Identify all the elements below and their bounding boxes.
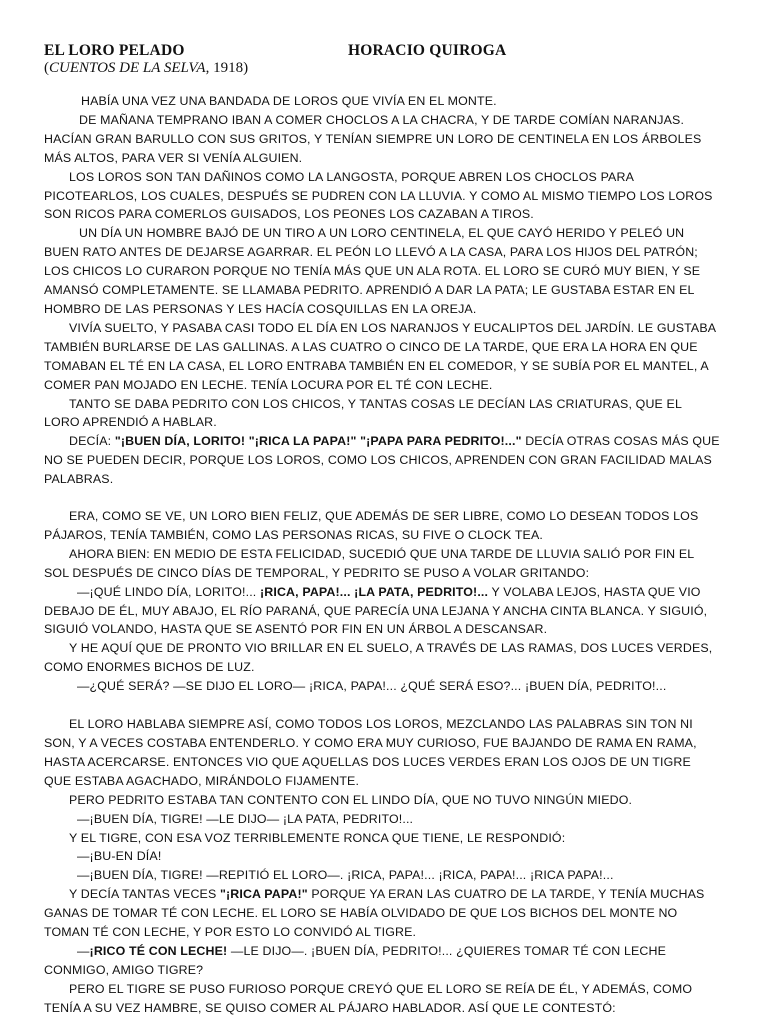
paragraph-text: — [77, 943, 90, 958]
story-body [44, 92, 720, 1018]
paragraph-text: DECÍA: [69, 434, 115, 449]
paragraph: —¿QUÉ SERÁ? —SE DIJO EL LORO— ¡RICA, PAPA!... ¿QUÉ SERÁ ESO?... ¡BUEN DÍA, PEDRITO!... [77, 679, 667, 694]
paragraph: AHORA BIEN: EN MEDIO DE ESTA FELICIDAD, SUCEDIÓ QUE UNA TARDE DE LLUVIA SALIÓ POR FIN EL SOL DESPUÉS DE CINCO DÍAS DE TEMPORAL, Y PEDRITO SE PUSO A VOLAR GRITANDO: [44, 546, 694, 580]
paragraph: PERO PEDRITO ESTABA TAN CONTENTO CON EL LINDO DÍA, QUE NO TUVO NINGÚN MIEDO. [69, 792, 633, 807]
paragraph: ERA, COMO SE VE, UN LORO BIEN FELIZ, QUE ADEMÁS DE SER LIBRE, COMO LO DESEAN TODOS LOS PÁJAROS, TENÍA TAMBIÉN, COMO LAS PERSONAS RICAS, SU FIVE O CLOCK TEA. [44, 509, 699, 542]
paragraph: VIVÍA SUELTO, Y PASABA CASI TODO EL DÍA EN LOS NARANJOS Y EUCALIPTOS DEL JARDÍN. LE GUSTABA TAMBIÉN BURLARSE DE LAS GALLINAS. A LAS CUATRO O CINCO DE LA TARDE, QUE ERA LA HORA EN QUE TOMABAN EL TÉ EN LA CASA, EL LORO ENTRABA TAMBIÉN EN EL COMEDOR, Y SE SUBÍA POR EL MANTEL, A COMER PAN MOJADO EN LECHE. TENÍA LOCURA POR EL TÉ CON LECHE. [44, 320, 716, 392]
paragraph-bold: ¡RICO TÉ CON LECHE! [89, 943, 228, 958]
paragraph-bold: "¡RICA PAPA!" [219, 887, 308, 902]
paragraph-text: Y VOLABA LEJOS, HASTA QUE VIO DEBAJO DE ÉL, MUY ABAJO, EL RÍO PARANÁ, QUE PARECÍA UNA LEJANA Y ANCHA CINTA BLANCA. Y SIGUIÓ, SIGUIÓ VOLANDO, HASTA QUE SE ASENTÓ POR FIN EN UN ÁRBOL A DESCANSAR. [44, 584, 708, 637]
paragraph: —¡BUEN DÍA, TIGRE! —LE DIJO— ¡LA PATA, PEDRITO!... [77, 811, 414, 826]
paragraph-text: —¡QUÉ LINDO DÍA, LORITO!... [77, 584, 260, 599]
paragraph-bold: "¡BUEN DÍA, LORITO! "¡RICA LA PAPA!" "¡PAPA PARA PEDRITO!..." [114, 434, 522, 449]
paragraph: UN DÍA UN HOMBRE BAJÓ DE UN TIRO A UN LORO CENTINELA, EL QUE CAYÓ HERIDO Y PELEÓ UN BUEN RATO ANTES DE DEJARSE AGARRAR. EL PEÓN LO LLEVÓ A LA CASA, PARA LOS HIJOS DEL PATRÓN; LOS CHICOS LO CURARON PORQUE NO TENÍA MÁS QUE UN ALA ROTA. EL LORO SE CURÓ MUY BIEN, Y SE AMANSÓ COMPLETAMENTE. SE LLAMABA PEDRITO. APRENDIÓ A DAR LA PATA; LE GUSTABA ESTAR EN EL HOMBRO DE LAS PERSONAS Y LES HACÍA COSQUILLAS EN LA OREJA. [44, 226, 701, 316]
paragraph [44, 583, 720, 640]
paragraph: PERO EL TIGRE SE PUSO FURIOSO PORQUE CREYÓ QUE EL LORO SE REÍA DE ÉL, Y ADEMÁS, COMO TENÍA A SU VEZ HAMBRE, SE QUISO COMER AL PÁJARO HABLADOR. ASÍ QUE LE CONTESTÓ: [44, 981, 693, 1015]
story-title: EL LORO PELADO [44, 42, 185, 59]
paragraph: HABÍA UNA VEZ UNA BANDADA DE LOROS QUE VIVÍA EN EL MONTE. [81, 94, 497, 108]
paragraph: Y EL TIGRE, CON ESA VOZ TERRIBLEMENTE RONCA QUE TIENE, LE RESPONDIÓ: [69, 830, 566, 845]
paragraph: —¡BU-EN DÍA! [77, 849, 162, 864]
paragraph: —¡BUEN DÍA, TIGRE! —REPITIÓ EL LORO—. ¡RICA, PAPA!... ¡RICA, PAPA!... ¡RICA PAPA!... [77, 868, 614, 883]
paragraph: TANTO SE DABA PEDRITO CON LOS CHICOS, Y TANTAS COSAS LE DECÍAN LAS CRIATURAS, QUE EL LORO APRENDIÓ A HABLAR. [44, 396, 682, 430]
paragraph-text: DECÍA OTRAS COSAS MÁS QUE NO SE PUEDEN DECIR, PORQUE LOS LOROS, COMO LOS CHICOS, APRENDEN CON GRAN FACILIDAD MALAS PALABRAS. [44, 434, 720, 487]
paragraph: EL LORO HABLABA SIEMPRE ASÍ, COMO TODOS LOS LOROS, MEZCLANDO LAS PALABRAS SIN TON NI SON, Y A VECES COSTABA ENTENDERLO. Y COMO ERA MUY CURIOSO, FUE BAJANDO DE RAMA EN RAMA, HASTA ACERCARSE. ENTONCES VIO QUE AQUELLAS DOS LUCES VERDES ERAN LOS OJOS DE UN TIGRE QUE ESTABA AGACHADO, MIRÁNDOLO FIJAMENTE. [44, 717, 697, 788]
paragraph [44, 885, 720, 942]
paragraph: Y HE AQUÍ QUE DE PRONTO VIO BRILLAR EN EL SUELO, A TRAVÉS DE LAS RAMAS, DOS LUCES VERDES, COMO ENORMES BICHOS DE LUZ. [44, 641, 713, 675]
paragraph-bold: ¡RICA, PAPA!... ¡LA PATA, PEDRITO!... [259, 584, 489, 599]
paragraph [44, 432, 720, 489]
source-book: CUENTOS DE LA SELVA [49, 60, 206, 76]
paragraph: DE MAÑANA TEMPRANO IBAN A COMER CHOCLOS A LA CHACRA, Y DE TARDE COMÍAN NARANJAS. HACÍAN GRAN BARULLO CON SUS GRITOS, Y TENÍAN SIEMPRE UN LORO DE CENTINELA EN LOS ÁRBOLES MÁS ALTOS, PARA VER SI VENÍA ALGUIEN. [44, 112, 702, 165]
paragraph: LOS LOROS SON TAN DAÑINOS COMO LA LANGOSTA, PORQUE ABREN LOS CHOCLOS PARA PICOTEARLOS, LOS CUALES, DESPUÉS SE PUDREN CON LA LLUVIA. Y COMO AL MISMO TIEMPO LOS LOROS SON RICOS PARA COMERLOS GUISADOS, LOS PEONES LOS CAZABAN A TIROS. [44, 169, 713, 222]
story-source [44, 60, 248, 77]
source-open: ( [44, 60, 49, 76]
paragraph-text: PORQUE YA ERAN LAS CUATRO DE LA TARDE, Y TENÍA MUCHAS GANAS DE TOMAR TÉ CON LECHE. EL LORO SE HABÍA OLVIDADO DE QUE LOS BICHOS DEL MONTE NO TOMAN TÉ CON LECHE, Y POR ESTO LO CONVIDÓ AL TIGRE. [44, 887, 705, 940]
story-author: HORACIO QUIROGA [348, 42, 507, 59]
paragraph [44, 942, 720, 980]
paragraph-text: —LE DIJO—. ¡BUEN DÍA, PEDRITO!... ¿QUIERES TOMAR TÉ CON LECHE CONMIGO, AMIGO TIGRE? [44, 943, 667, 977]
source-year: , 1918) [205, 60, 249, 76]
paragraph-text: Y DECÍA TANTAS VECES [69, 887, 220, 902]
